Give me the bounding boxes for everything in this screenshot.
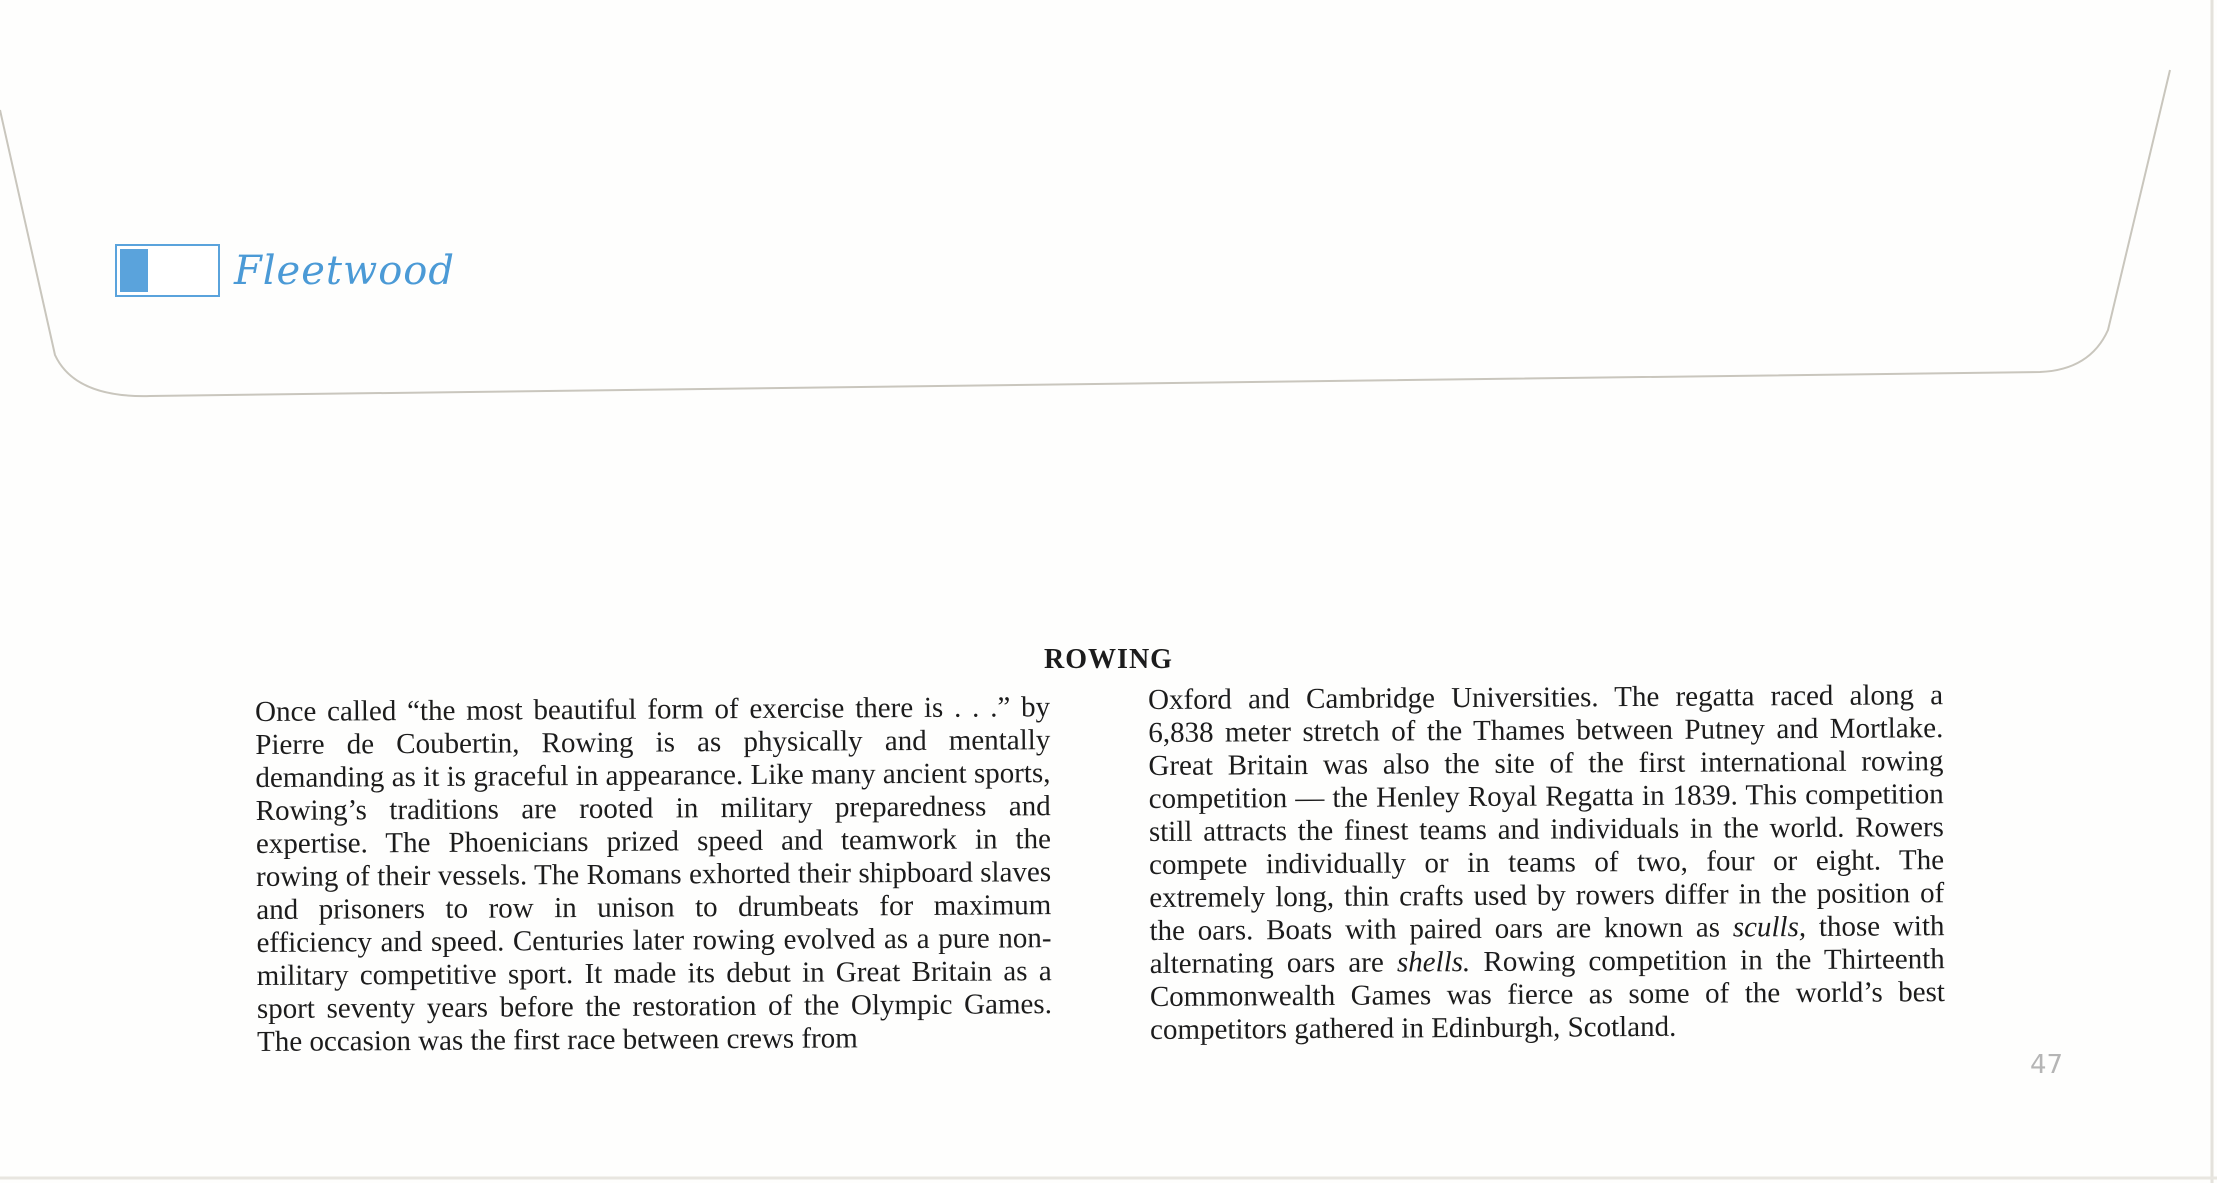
right-text-part-1: Oxford and Cambridge Universities. The regatta raced along a 6,838 meter stretch of the Thames between Putney and Mortlake. Great Britain was also the site of the first international rowing competition — the Henley Royal Regatta in 1839. This competition still attracts the finest teams and individuals in the world. Rowers compete individually or in teams of two, four or eight. The extremely long, thin crafts used by rowers differ in the position of the oars. Boats with paired oars are known as — [1148, 679, 1945, 947]
article-title: ROWING — [1044, 644, 1173, 675]
article-left-column — [255, 691, 1052, 1059]
right-text-part-2: those with alternating oars are — [1149, 910, 1945, 980]
logo-brand-text: Fleetwood — [234, 247, 455, 294]
term-sculls: sculls, — [1732, 910, 1807, 944]
term-shells: shells. — [1396, 946, 1471, 979]
right-paragraph — [1148, 679, 1945, 1047]
left-paragraph: Once called “the most beautiful form of exercise there is . . .” by Pierre de Coubertin, Rowing is as physically and mentally demanding as it is graceful in appearance. Like many ancient sports, Rowing’s traditions are rooted in military preparedness and expertise. The Phoenicians prized speed and teamwork in the rowing of their vessels. The Romans exhorted their shipboard slaves and prisoners to row in unison to drumbeats for maximum efficiency and speed. Centuries later rowing evolved as a pure non-military competitive sport. It made its debut in Great Britain as a sport seventy years before the restoration of the Olympic Games. The occasion was the first race between crews from — [255, 691, 1052, 1058]
pencil-mark: 47 — [2030, 1050, 2064, 1080]
logo-square-icon — [115, 244, 220, 297]
fleetwood-logo — [115, 243, 455, 298]
article-right-column — [1148, 679, 1945, 1047]
right-text-part-3: Rowing competition in the Thirteenth Commonwealth Games was fierce as some of the world’s best competitors gathered in Edinburgh, Scotland. — [1149, 943, 1945, 1046]
